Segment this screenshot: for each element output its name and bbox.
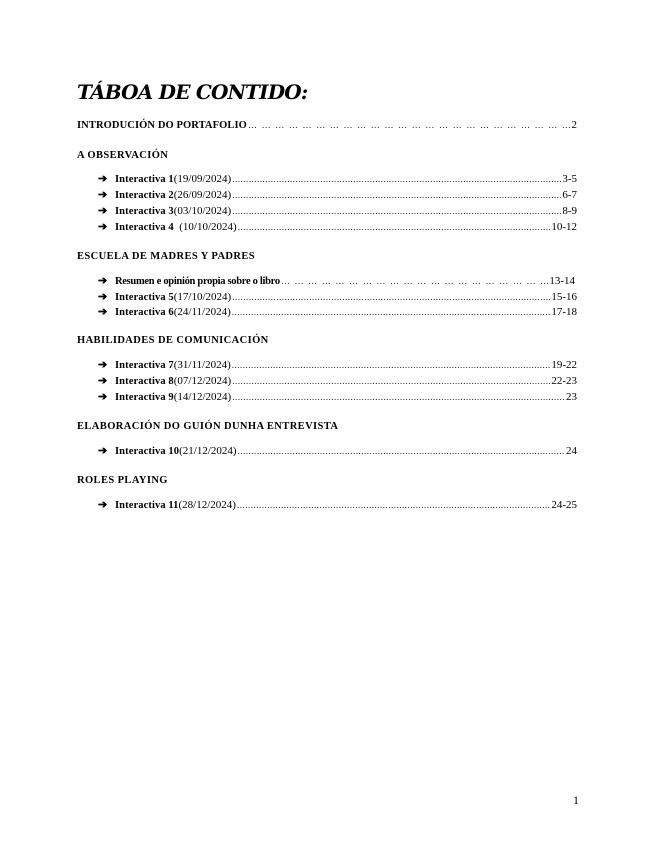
toc-entry-label: Interactiva 2 bbox=[115, 190, 174, 201]
section-heading: ESCUELA DE MADRES Y PADRES bbox=[77, 251, 256, 262]
arrow-icon: ➔ bbox=[98, 391, 108, 403]
toc-entry-date: (24/11/2024) bbox=[173, 306, 231, 318]
toc-entry-date: (17/10/2024) bbox=[173, 291, 232, 303]
arrow-icon: ➔ bbox=[98, 291, 108, 303]
section-heading: ELABORACIÓN DO GUIÓN DUNHA ENTREVISTA bbox=[77, 421, 339, 432]
toc-entry-pages: 13-14 bbox=[549, 275, 575, 287]
toc-entry-pages: 24 bbox=[566, 445, 577, 457]
dot-leader bbox=[232, 391, 565, 404]
toc-entry-pages: 19-22 bbox=[551, 359, 577, 371]
toc-entry-date: (14/12/2024) bbox=[173, 391, 232, 403]
dot-leader bbox=[232, 375, 550, 388]
toc-entry[interactable] bbox=[115, 275, 575, 288]
section-heading: A OBSERVACIÓN bbox=[77, 150, 169, 161]
toc-entry[interactable] bbox=[115, 499, 577, 512]
toc-entry-label: Interactiva 6 bbox=[115, 307, 174, 318]
toc-entry-pages: 8-9 bbox=[562, 205, 577, 217]
arrow-icon: ➔ bbox=[98, 189, 108, 201]
toc-entry-label: Interactiva 3 bbox=[115, 206, 174, 217]
toc-entry-date: (31/11/2024) bbox=[173, 359, 231, 371]
toc-title: TÁBOA DE CONTIDO: bbox=[77, 80, 308, 104]
toc-entry[interactable] bbox=[115, 359, 577, 372]
toc-entry-date: (10/10/2024) bbox=[173, 221, 237, 233]
arrow-icon: ➔ bbox=[98, 173, 108, 185]
dot-leader bbox=[281, 275, 549, 288]
toc-entry[interactable] bbox=[115, 291, 577, 304]
toc-entry-label: Interactiva 4 bbox=[115, 222, 174, 233]
toc-entry[interactable] bbox=[115, 189, 577, 202]
toc-entry-date: (07/12/2024) bbox=[173, 375, 232, 387]
toc-entry-date: (28/12/2024) bbox=[178, 499, 236, 511]
toc-entry-pages: 10-12 bbox=[551, 221, 577, 233]
dot-leader bbox=[237, 499, 550, 512]
toc-entry-date: (21/12/2024) bbox=[179, 445, 237, 457]
toc-entry[interactable] bbox=[115, 391, 577, 404]
toc-entry-label: Interactiva 11 bbox=[115, 500, 179, 511]
page-number: 1 bbox=[573, 793, 579, 807]
dot-leader bbox=[232, 173, 561, 186]
toc-entry-pages: 17-18 bbox=[551, 306, 577, 318]
arrow-icon: ➔ bbox=[98, 306, 108, 318]
arrow-icon: ➔ bbox=[98, 205, 108, 217]
dot-leader bbox=[232, 359, 551, 372]
dot-leader bbox=[238, 445, 565, 458]
toc-entry-pages: 2 bbox=[571, 119, 577, 131]
toc-entry-pages: 6-7 bbox=[562, 189, 577, 201]
toc-entry-label: Interactiva 1 bbox=[115, 174, 174, 185]
dot-leader bbox=[248, 119, 571, 132]
arrow-icon: ➔ bbox=[98, 221, 108, 233]
dot-leader bbox=[232, 291, 550, 304]
toc-entry[interactable] bbox=[115, 375, 577, 388]
section-heading: ROLES PLAYING bbox=[77, 475, 168, 486]
toc-entry[interactable] bbox=[115, 173, 577, 186]
arrow-icon: ➔ bbox=[98, 275, 108, 287]
toc-entry[interactable] bbox=[115, 445, 577, 458]
toc-entry-pages: 15-16 bbox=[551, 291, 577, 303]
dot-leader bbox=[232, 306, 551, 319]
toc-entry-date: (03/10/2024) bbox=[173, 205, 232, 217]
toc-entry-pages: 24-25 bbox=[551, 499, 577, 511]
toc-entry-label: INTRODUCIÓN DO PORTAFOLIO bbox=[77, 120, 247, 131]
toc-entry-pages: 23 bbox=[566, 391, 577, 403]
toc-entry-date: (19/09/2024) bbox=[173, 173, 232, 185]
toc-entry-intro[interactable] bbox=[77, 119, 577, 132]
toc-entry-date: (26/09/2024) bbox=[173, 189, 232, 201]
toc-entry-label: Interactiva 8 bbox=[115, 376, 174, 387]
toc-entry[interactable] bbox=[115, 221, 577, 234]
section-heading: HABILIDADES DE COMUNICACIÓN bbox=[77, 335, 269, 346]
toc-entry-pages: 3-5 bbox=[562, 173, 577, 185]
toc-entry-pages: 22-23 bbox=[551, 375, 577, 387]
toc-entry-label: Interactiva 7 bbox=[115, 360, 174, 371]
toc-entry[interactable] bbox=[115, 205, 577, 218]
arrow-icon: ➔ bbox=[98, 499, 108, 511]
toc-entry-label: Resumen e opinión propia sobre o libro bbox=[115, 276, 280, 287]
dot-leader bbox=[238, 221, 551, 234]
dot-leader bbox=[232, 189, 561, 202]
toc-entry-label: Interactiva 9 bbox=[115, 392, 174, 403]
dot-leader bbox=[232, 205, 561, 218]
arrow-icon: ➔ bbox=[98, 445, 108, 457]
toc-entry[interactable] bbox=[115, 306, 577, 319]
toc-entry-label: Interactiva 10 bbox=[115, 446, 180, 457]
arrow-icon: ➔ bbox=[98, 375, 108, 387]
toc-entry-label: Interactiva 5 bbox=[115, 292, 174, 303]
arrow-icon: ➔ bbox=[98, 359, 108, 371]
